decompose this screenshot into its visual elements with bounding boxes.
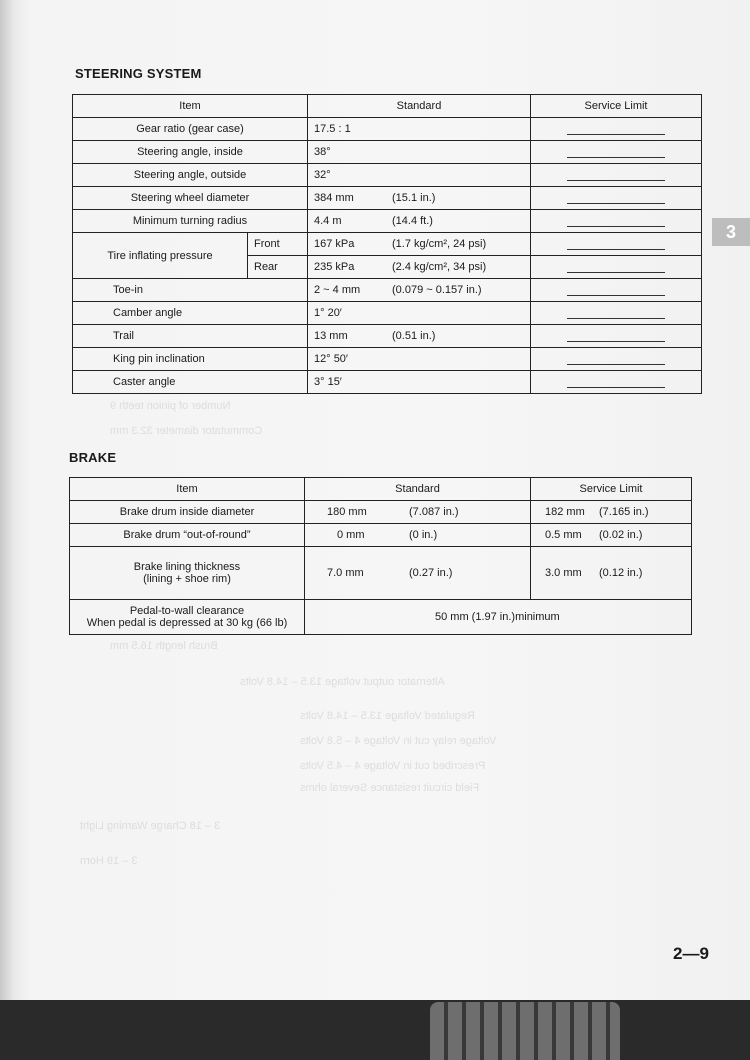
- standard-value-imperial: (0.51 in.): [392, 330, 436, 342]
- standard-value: 17.5 : 1: [314, 123, 351, 135]
- table-row: [73, 210, 702, 233]
- service-limit-value-imperial: (7.165 in.): [599, 506, 649, 518]
- item-line-2: (lining + shoe rim): [143, 573, 231, 585]
- item-cell: Steering angle, inside: [73, 141, 308, 164]
- standard-cell: [308, 325, 531, 348]
- item-cell: Gear ratio (gear case): [73, 118, 308, 141]
- table-row: [73, 348, 702, 371]
- standard-cell: [308, 348, 531, 371]
- item-cell: [70, 600, 305, 635]
- table-row: [70, 524, 692, 547]
- service-limit-cell: [531, 187, 702, 210]
- no-limit-dash: [567, 341, 665, 342]
- standard-cell: [308, 210, 531, 233]
- item-cell: Steering angle, outside: [73, 164, 308, 187]
- service-limit-cell: [531, 210, 702, 233]
- table-row: [70, 600, 692, 635]
- no-limit-dash: [567, 203, 665, 204]
- service-limit-cell: [531, 118, 702, 141]
- item-cell: Brake drum “out-of-round”: [70, 524, 305, 547]
- item-line-1: Brake lining thickness: [133, 561, 241, 573]
- standard-value-imperial: (0.27 in.): [409, 567, 453, 579]
- standard-cell: [308, 233, 531, 256]
- standard-value-imperial: (2.4 kg/cm², 34 psi): [392, 261, 487, 273]
- no-limit-dash: [567, 226, 665, 227]
- standard-value: 13 mm: [314, 330, 348, 342]
- header-service-limit: Service Limit: [531, 95, 702, 118]
- table-row: [70, 547, 692, 600]
- standard-cell: 50 mm (1.97 in.)minimum: [305, 600, 692, 635]
- item-line-1: Pedal-to-wall clearance: [129, 605, 245, 617]
- standard-value-imperial: (15.1 in.): [392, 192, 436, 204]
- sub-item-cell: Front: [248, 233, 308, 256]
- standard-cell: [305, 501, 531, 524]
- item-cell: King pin inclination: [73, 348, 308, 371]
- standard-cell: [308, 256, 531, 279]
- table-row: [73, 164, 702, 187]
- table-row: [70, 501, 692, 524]
- standard-value: 1° 20′: [314, 307, 342, 319]
- standard-value: 384 mm: [314, 192, 354, 204]
- standard-value-imperial: (0 in.): [409, 529, 438, 541]
- standard-cell: [308, 302, 531, 325]
- table-row: [73, 325, 702, 348]
- no-limit-dash: [567, 134, 665, 135]
- standard-cell: [308, 118, 531, 141]
- standard-value: 4.4 m: [314, 215, 342, 227]
- standard-value: 7.0 mm: [327, 567, 364, 579]
- table-row: [73, 118, 702, 141]
- service-limit-value-imperial: (0.12 in.): [599, 567, 643, 579]
- table-header-row: [70, 478, 692, 501]
- item-cell: Brake drum inside diameter: [70, 501, 305, 524]
- header-item: Item: [73, 95, 308, 118]
- service-limit-value-imperial: (0.02 in.): [599, 529, 643, 541]
- no-limit-dash: [567, 249, 665, 250]
- standard-value: 0 mm: [337, 529, 365, 541]
- service-limit-value: 3.0 mm: [545, 567, 582, 579]
- watch-strap-decoration: [430, 1002, 620, 1060]
- no-limit-dash: [567, 364, 665, 365]
- item-cell: Minimum turning radius: [73, 210, 308, 233]
- standard-value: 38°: [314, 146, 331, 158]
- service-limit-cell: [531, 371, 702, 394]
- standard-cell: [308, 279, 531, 302]
- header-standard: Standard: [305, 478, 531, 501]
- standard-value-imperial: (7.087 in.): [409, 506, 459, 518]
- table-row: [73, 141, 702, 164]
- no-limit-dash: [567, 295, 665, 296]
- standard-value: 3° 15′: [314, 376, 342, 388]
- service-limit-cell: [531, 524, 692, 547]
- service-limit-cell: [531, 141, 702, 164]
- service-limit-value: 182 mm: [545, 506, 585, 518]
- standard-cell: [308, 164, 531, 187]
- table-row: [73, 302, 702, 325]
- item-cell: [70, 547, 305, 600]
- service-limit-cell: [531, 233, 702, 256]
- standard-value-imperial: (1.7 kg/cm², 24 psi): [392, 238, 487, 250]
- standard-value-imperial: (14.4 ft.): [392, 215, 433, 227]
- item-cell: Steering wheel diameter: [73, 187, 308, 210]
- standard-value: 180 mm: [327, 506, 367, 518]
- table-row: [73, 187, 702, 210]
- standard-value: 2 ~ 4 mm: [314, 284, 361, 296]
- service-limit-cell: [531, 501, 692, 524]
- manual-page: Number of pinion teeth 9 Commutator diameter 32.3 mm Brush length 16.5 mm Alternator output voltage 13.5 – 14.8 Volts Regulated Voltage 13.5 – 14.8 Volts Voltage relay cut in Voltage 4 – 5.8 Volts Prescribed cut in Voltage 4 – 4.5 Volts Field circuit resistance Several ohms 3 – 18 Charge Warning Light 3 – 19 Horn 3 STEERING SYSTEM Item Standard Service Limit Gear ratio (gear case) 17.5 : 1 Steering angle, inside 38° Steering angle, outside 32° Steering wheel diameter 384 mm (15.1 in.) Minimum turning radius 4.4 m (14.4 ft.) Tire inflating pressure Front 167 kPa (1.7 kg/cm², 24 psi) Rear 235 kPa (2.4 kg/cm², 34 psi) Toe-in 2 ~ 4 mm (0.079 ~ 0.157 in.) Camber angle 1° 20′ Trail 13 mm (0.51 in.) King pin inclination 12° 50′ Caster angle 3° 15′ BRAKE Item Standard Service Limit Brake drum inside diameter 180 mm (7.087 in.) 182 mm (7.165 in.) Brake drum “out-of-round” 0 mm (0 in.) 0.5 mm (0.02 in.) Brake lining thickness (lining + shoe rim) 7.0 mm (0.27 in.) 3.0 mm (0.12 in.) Pedal-to-wall clearance When pedal is depressed at 30 kg (66 lb) 50 mm (1.97 in.)minimum 2—9: [0, 0, 750, 1000]
- standard-cell: [305, 524, 531, 547]
- header-service-limit: Service Limit: [531, 478, 692, 501]
- standard-cell: [305, 547, 531, 600]
- service-limit-cell: [531, 279, 702, 302]
- no-limit-dash: [567, 180, 665, 181]
- standard-value: 12° 50′: [314, 353, 348, 365]
- service-limit-cell: [531, 302, 702, 325]
- service-limit-cell: [531, 348, 702, 371]
- table-row: [73, 371, 702, 394]
- table-header-row: [73, 95, 702, 118]
- standard-value: 32°: [314, 169, 331, 181]
- item-cell: Toe-in: [73, 279, 308, 302]
- no-limit-dash: [567, 387, 665, 388]
- brake-spec-table: [69, 477, 692, 635]
- standard-cell: [308, 371, 531, 394]
- header-item: Item: [70, 478, 305, 501]
- section-tab: 3: [712, 218, 750, 246]
- item-cell: Camber angle: [73, 302, 308, 325]
- page-number: 2—9: [673, 944, 709, 963]
- sub-item-cell: Rear: [248, 256, 308, 279]
- item-cell: Tire inflating pressure: [73, 233, 248, 279]
- standard-value-imperial: (0.079 ~ 0.157 in.): [392, 284, 482, 296]
- service-limit-cell: [531, 325, 702, 348]
- header-standard: Standard: [308, 95, 531, 118]
- service-limit-cell: [531, 164, 702, 187]
- no-limit-dash: [567, 272, 665, 273]
- steering-section-title: STEERING SYSTEM: [75, 66, 202, 81]
- service-limit-cell: [531, 547, 692, 600]
- service-limit-value: 0.5 mm: [545, 529, 582, 541]
- item-line-2: When pedal is depressed at 30 kg (66 lb): [86, 617, 288, 629]
- steering-spec-table: [72, 94, 702, 394]
- no-limit-dash: [567, 157, 665, 158]
- standard-cell: [308, 141, 531, 164]
- brake-section-title: BRAKE: [69, 450, 117, 465]
- table-row: [73, 233, 702, 256]
- service-limit-cell: [531, 256, 702, 279]
- standard-value: 167 kPa: [314, 238, 355, 250]
- standard-value: 235 kPa: [314, 261, 355, 273]
- standard-cell: [308, 187, 531, 210]
- no-limit-dash: [567, 318, 665, 319]
- table-row: [73, 279, 702, 302]
- item-cell: Caster angle: [73, 371, 308, 394]
- item-cell: Trail: [73, 325, 308, 348]
